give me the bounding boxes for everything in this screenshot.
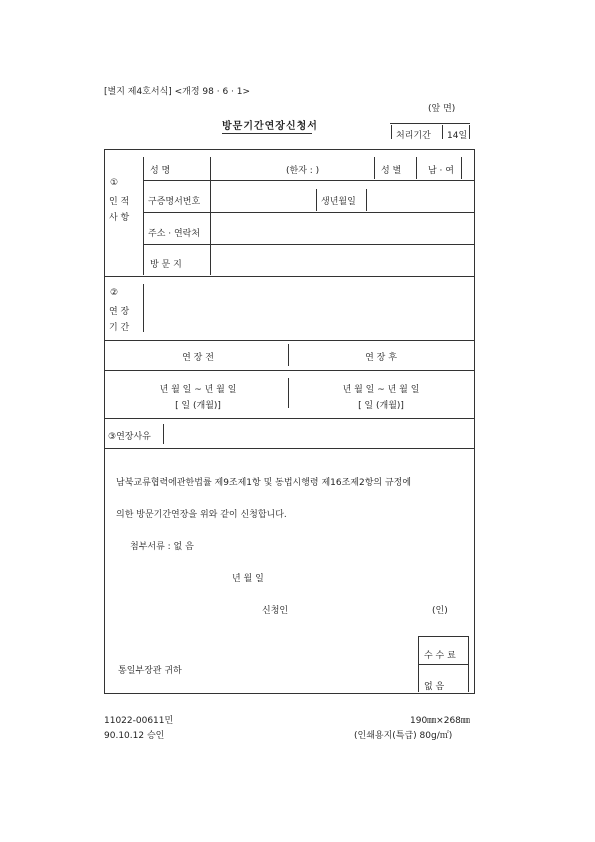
recipient-line: 통일부장관 귀하: [118, 666, 182, 676]
name-label: 성 명: [150, 166, 171, 176]
attachment-line: 첨부서류 : 없 음: [130, 542, 194, 552]
table-bottom-border: [104, 693, 474, 694]
statement-line1: 남북교류협력에관한법률 제9조제1항 및 동법시행령 제16조제2항의 규정에: [116, 478, 412, 488]
section1-label-a: 인 적: [109, 197, 130, 207]
section2-label-b: 기 간: [109, 323, 130, 333]
before-extension-days: [ 일 (개월)]: [175, 401, 221, 411]
form-reference: [별지 제4호서식] <개정 98 · 6 · 1>: [104, 87, 251, 97]
hanja-label: (한자 : ): [286, 166, 320, 176]
visit-place-label: 방 문 지: [150, 260, 182, 270]
before-extension-header: 연 장 전: [182, 353, 214, 363]
after-extension-days: [ 일 (개월)]: [358, 401, 404, 411]
after-extension-header: 연 장 후: [365, 353, 397, 363]
table-left-border: [104, 149, 105, 694]
applicant-label: 신청인: [262, 606, 289, 616]
gender-value: 남 · 여: [428, 166, 454, 176]
paper-spec: (인쇄용지(특급) 80g/㎡): [354, 731, 453, 741]
paper-size: 190㎜×268㎜: [410, 716, 470, 726]
section2-label-a: 연 장: [109, 307, 130, 317]
application-date: 년 월 일: [232, 574, 264, 584]
birth-date-label: 생년월일: [321, 197, 356, 207]
front-side-label: (앞 면): [428, 104, 456, 114]
processing-period-value: 14일: [447, 131, 468, 141]
title-underline: [222, 133, 312, 134]
address-contact-label: 주소 · 연락처: [148, 229, 201, 239]
seal-label: (인): [432, 606, 448, 616]
section1-label-b: 사 항: [109, 213, 130, 223]
statement-line2: 의한 방문기간연장을 위와 같이 신청합니다.: [116, 510, 287, 520]
before-extension-period: 년 월 일 ~ 년 월 일: [159, 385, 237, 395]
after-extension-period: 년 월 일 ~ 년 월 일: [342, 385, 420, 395]
section1-number: ①: [110, 178, 119, 188]
gender-label: 성 별: [381, 166, 402, 176]
id-number-label: 구증명서번호: [148, 197, 201, 207]
form-title: 방문기간연장신청서: [222, 121, 318, 132]
fee-label: 수 수 료: [424, 651, 456, 661]
form-code: 11022-00611민: [104, 716, 174, 726]
processing-box-top: [390, 123, 470, 124]
section2-number: ②: [110, 288, 119, 298]
table-right-border: [474, 149, 475, 694]
approval-date: 90.10.12 승인: [104, 731, 165, 741]
table-top-border: [104, 149, 474, 150]
processing-period-label: 처리기간: [396, 131, 431, 141]
extension-reason-label: ③연장사유: [108, 432, 151, 442]
fee-value: 없 음: [424, 682, 445, 692]
